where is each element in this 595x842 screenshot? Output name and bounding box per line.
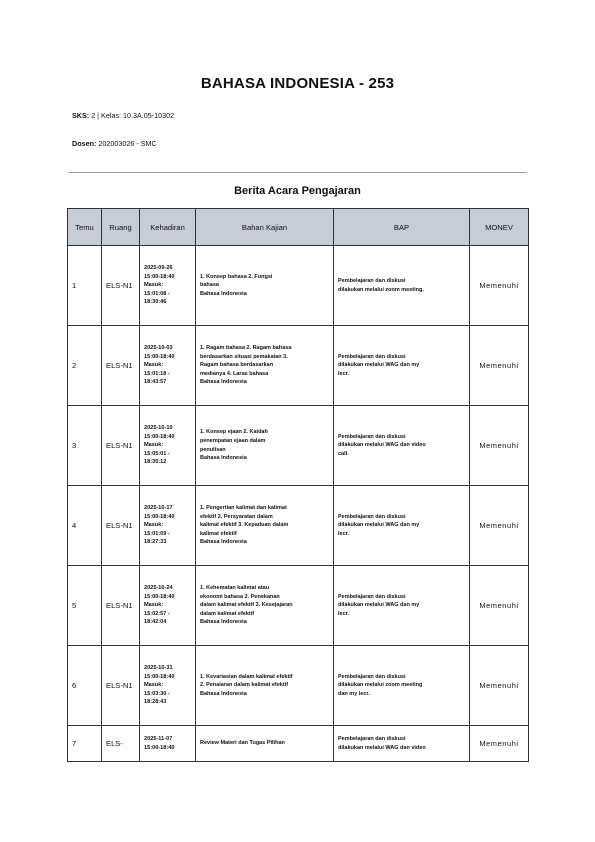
- bahan-kajian-cell: [196, 486, 334, 566]
- bap-cell: [334, 486, 470, 566]
- bahan-kajian-cell: [196, 326, 334, 406]
- kehadiran-line: 18:35:12: [144, 459, 167, 466]
- kehadiran-line: 2025-11-07: [144, 735, 173, 742]
- header-temu: Temu: [68, 209, 102, 246]
- bahan-line: Bahasa Indonesia: [200, 290, 247, 297]
- bahan-kajian-cell: [196, 406, 334, 486]
- bahan-line: 1. Ragam bahasa 2. Ragam bahasa: [200, 345, 292, 352]
- kehadiran-line: 15:00-18:40: [144, 353, 175, 360]
- kehadiran-line: Masuk:: [144, 682, 164, 689]
- bap-line: dilakukan melalui WAG dan video: [338, 744, 426, 751]
- kehadiran-line: 18:42:04: [144, 619, 167, 626]
- bap-line: lecr.: [338, 530, 350, 537]
- bahan-line: bahasa: [200, 282, 219, 289]
- bahan-line: medianya 4. Laras bahasa: [200, 370, 269, 377]
- kehadiran-line: 15:03:30 -: [144, 690, 170, 697]
- kehadiran-line: 18:30:46: [144, 299, 167, 306]
- kehadiran-line: 2025-10-24: [144, 584, 173, 591]
- kehadiran-line: 18:43:57: [144, 379, 167, 386]
- kehadiran-line: Masuk:: [144, 282, 164, 289]
- dosen-value: 202003026 - SMC: [98, 139, 157, 148]
- bap-cell: [334, 726, 470, 762]
- kehadiran-cell: [140, 246, 196, 326]
- temu-cell: 5: [68, 566, 102, 646]
- kehadiran-cell: [140, 646, 196, 726]
- bahan-line: Review Materi dan Tugas Pilihan: [200, 740, 285, 747]
- bap-cell: [334, 246, 470, 326]
- bap-line: dilakukan melalui zoom meeting: [338, 682, 423, 689]
- monev-cell: Memenuhi: [470, 646, 529, 726]
- table-row: [68, 726, 529, 762]
- bahan-kajian-cell: [196, 726, 334, 762]
- bap-cell: [334, 646, 470, 726]
- ruang-cell: ELS-N1: [102, 326, 140, 406]
- bap-line: lecr.: [338, 610, 350, 617]
- kehadiran-line: 15:01:18 -: [144, 370, 170, 377]
- kehadiran-line: 18:28:43: [144, 699, 167, 706]
- kehadiran-line: 15:00-18:40: [144, 673, 175, 680]
- temu-cell: 7: [68, 726, 102, 762]
- temu-cell: 1: [68, 246, 102, 326]
- ruang-cell: ELS-N1: [102, 566, 140, 646]
- table-row: [68, 326, 529, 406]
- divider: [68, 172, 527, 173]
- bahan-line: Bahasa Indonesia: [200, 690, 247, 697]
- kehadiran-line: 15:01:09 -: [144, 530, 170, 537]
- bap-line: Pembelajaran dan diskusi: [338, 277, 406, 284]
- kehadiran-line: 15:01:08 -: [144, 290, 170, 297]
- table-row: [68, 566, 529, 646]
- bahan-line: Ragam bahasa berdasarkan: [200, 362, 274, 369]
- bap-line: Pembelajaran dan diskusi: [338, 673, 406, 680]
- kehadiran-line: 2025-10-17: [144, 504, 173, 511]
- bap-line: dilakukan melalui WAG dan my: [338, 362, 420, 369]
- kehadiran-line: 15:00-18:40: [144, 513, 175, 520]
- monev-cell: Memenuhi: [470, 486, 529, 566]
- bahan-kajian-cell: [196, 646, 334, 726]
- bap-line: dan my lecr.: [338, 690, 370, 697]
- dosen-label: Dosen:: [72, 139, 97, 148]
- kehadiran-line: 2025-09-26: [144, 264, 173, 271]
- bap-line: Pembelajaran dan diskusi: [338, 433, 406, 440]
- bahan-kajian-cell: [196, 566, 334, 646]
- bap-line: Pembelajaran dan diskusi: [338, 593, 406, 600]
- bahan-line: dalam kalimat efektif: [200, 610, 255, 617]
- kehadiran-line: 15:00-18:40: [144, 744, 175, 751]
- bahan-line: penulisan: [200, 446, 226, 453]
- sks-class-info: [72, 111, 174, 120]
- bahan-line: 1. Pengertian kalimat dan kalimat: [200, 505, 287, 512]
- monev-cell: Memenuhi: [470, 326, 529, 406]
- monev-cell: Memenuhi: [470, 406, 529, 486]
- bap-cell: [334, 566, 470, 646]
- bap-line: Pembelajaran dan diskusi: [338, 513, 406, 520]
- bap-line: dilakukan melalui WAG dan my: [338, 522, 420, 529]
- bahan-line: 2. Penalaran dalam kalimat efektif: [200, 682, 289, 689]
- kehadiran-line: 15:00-18:40: [144, 593, 175, 600]
- bahan-line: ekonomi bahasa 2. Penekanan: [200, 593, 280, 600]
- bahan-kajian-cell: [196, 246, 334, 326]
- teaching-log-table: [67, 208, 529, 762]
- bap-line: Pembelajaran dan diskusi: [338, 735, 406, 742]
- kehadiran-line: Masuk:: [144, 522, 164, 529]
- bahan-line: 1. Kevariasian dalam kalimat efektif: [200, 673, 293, 680]
- bahan-line: berdasarkan situasi pemakaian 3.: [200, 353, 288, 360]
- temu-cell: 6: [68, 646, 102, 726]
- lecturer-info: [72, 139, 157, 148]
- kehadiran-line: Masuk:: [144, 602, 164, 609]
- ruang-cell: ELS-N1: [102, 406, 140, 486]
- table-header-row: [68, 209, 529, 246]
- monev-cell: Memenuhi: [470, 726, 529, 762]
- bahan-line: 1. Kehematan kalimat atau: [200, 585, 270, 592]
- bap-line: dilakukan melalui WAG dan video: [338, 442, 426, 449]
- bap-cell: [334, 326, 470, 406]
- kehadiran-line: Masuk:: [144, 442, 164, 449]
- temu-cell: 3: [68, 406, 102, 486]
- kehadiran-cell: [140, 566, 196, 646]
- sks-label: SKS:: [72, 111, 90, 120]
- bap-line: dilakukan melalui zoom meeting.: [338, 286, 424, 293]
- bap-line: Pembelajaran dan diskusi: [338, 353, 406, 360]
- kehadiran-line: 18:27:33: [144, 539, 167, 546]
- ruang-cell: ELS-N1: [102, 246, 140, 326]
- temu-cell: 2: [68, 326, 102, 406]
- sks-value: 2 | Kelas: 10.3A.05-10302: [91, 111, 175, 120]
- header-kehadiran: Kehadiran: [140, 209, 196, 246]
- bahan-line: 1. Konsep ejaan 2. Kaidah: [200, 429, 268, 436]
- bahan-line: efektif 2. Persyaratan dalam: [200, 513, 273, 520]
- bahan-line: kalimat efektif: [200, 530, 237, 537]
- section-title: Berita Acara Pengajaran: [234, 185, 361, 197]
- ruang-cell: ELS-N1: [102, 486, 140, 566]
- kehadiran-line: 15:02:57 -: [144, 610, 170, 617]
- header-bahan-kajian: Bahan Kajian: [196, 209, 334, 246]
- header-bap: BAP: [334, 209, 470, 246]
- ruang-cell: ELS-N1: [102, 646, 140, 726]
- ruang-cell: ELS-: [102, 726, 140, 762]
- kehadiran-cell: [140, 486, 196, 566]
- bahan-line: dalam kalimat efektif 3. Kesejajaran: [200, 602, 293, 609]
- bap-cell: [334, 406, 470, 486]
- kehadiran-line: 2025-10-10: [144, 424, 173, 431]
- monev-cell: Memenuhi: [470, 246, 529, 326]
- kehadiran-cell: [140, 726, 196, 762]
- kehadiran-line: 15:00-18:40: [144, 273, 175, 280]
- bahan-line: Bahasa Indonesia: [200, 379, 247, 386]
- bahan-line: Bahasa Indonesia: [200, 619, 247, 626]
- bahan-line: kalimat efektif 3. Kepaduan dalam: [200, 522, 289, 529]
- kehadiran-line: 2025-10-31: [144, 664, 173, 671]
- bahan-line: Bahasa Indonesia: [200, 539, 247, 546]
- temu-cell: 4: [68, 486, 102, 566]
- bap-line: dilakukan melalui WAG dan my: [338, 602, 420, 609]
- bahan-line: penempatan ejaan dalam: [200, 437, 266, 444]
- kehadiran-cell: [140, 326, 196, 406]
- table-row: [68, 486, 529, 566]
- bap-line: lecr.: [338, 370, 350, 377]
- page-title: BAHASA INDONESIA - 253: [200, 75, 395, 92]
- table-row: [68, 406, 529, 486]
- kehadiran-line: Masuk:: [144, 362, 164, 369]
- header-ruang: Ruang: [102, 209, 140, 246]
- monev-cell: Memenuhi: [470, 566, 529, 646]
- header-monev: MONEV: [470, 209, 529, 246]
- bahan-line: Bahasa Indonesia: [200, 455, 247, 462]
- kehadiran-line: 2025-10-03: [144, 344, 173, 351]
- kehadiran-line: 15:05:01 -: [144, 450, 170, 457]
- kehadiran-line: 15:00-18:40: [144, 433, 175, 440]
- kehadiran-cell: [140, 406, 196, 486]
- table-row: [68, 246, 529, 326]
- table-row: [68, 646, 529, 726]
- bahan-line: 1. Konsep bahasa 2. Fungsi: [200, 273, 273, 280]
- bap-line: call.: [338, 450, 349, 457]
